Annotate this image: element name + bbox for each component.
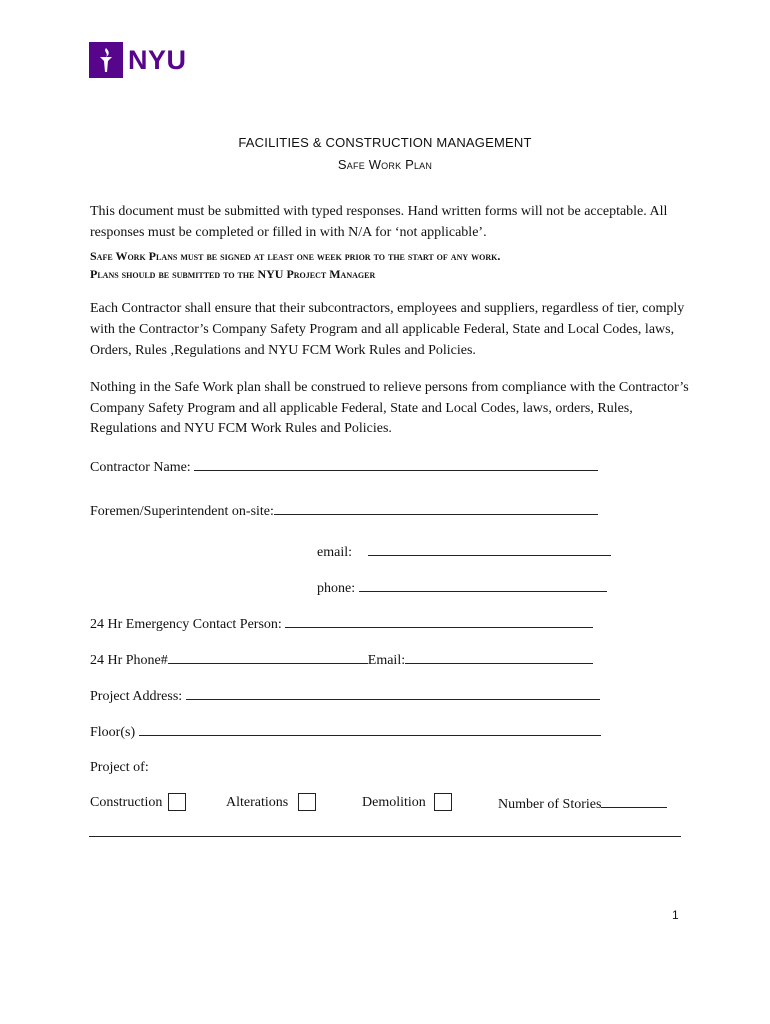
construction-label: Construction <box>90 795 163 810</box>
contractor-name-label: Contractor Name: <box>90 460 191 475</box>
emergency-contact-field <box>90 613 593 635</box>
phone-input[interactable] <box>359 577 607 592</box>
project-of-label: Project of: <box>90 760 149 775</box>
stories-field <box>498 793 667 815</box>
emergency-contact-label: 24 Hr Emergency Contact Person: <box>90 617 282 632</box>
nyu-logo <box>89 42 187 78</box>
stories-input[interactable] <box>601 793 667 808</box>
email-input[interactable] <box>368 541 611 556</box>
email-field <box>317 541 611 563</box>
disclaimer-paragraph: Nothing in the Safe Work plan shall be construed to relieve persons from compliance with the Contractor’s Company Safety Program and all applicable Federal, State and Local Codes, laws, orders, Rules, Regulations and NYU FCM Work Rules and Policies. <box>90 380 689 436</box>
email-label: email: <box>317 545 352 560</box>
notice-line-2: Plans should be submitted to the NYU Project Manager <box>90 267 376 281</box>
nyu-torch-icon <box>89 42 123 78</box>
section-divider <box>89 836 681 837</box>
foreman-field <box>90 500 598 522</box>
department-title: FACILITIES & CONSTRUCTION MANAGEMENT <box>238 135 532 150</box>
compliance-paragraph: Each Contractor shall ensure that their subcontractors, employees and suppliers, regardless of tier, comply with the Contractor’s Company Safety Program and all applicable Federal, State and Local Codes, laws, Orders, Rules ,Regulations and NYU FCM Work Rules and Policies. <box>90 301 685 358</box>
contractor-name-field <box>90 456 598 478</box>
phone24-input[interactable] <box>168 649 368 664</box>
foreman-label: Foremen/Superintendent on-site: <box>90 504 274 519</box>
email24-input[interactable] <box>405 649 593 664</box>
page-number: 1 <box>672 908 679 922</box>
floors-input[interactable] <box>139 721 601 736</box>
project-address-label: Project Address: <box>90 689 183 704</box>
notice-line-1: Safe Work Plans must be signed at least one week prior to the start of any work. <box>90 249 501 263</box>
stories-label: Number of Stories <box>498 797 602 812</box>
alterations-label: Alterations <box>226 795 289 810</box>
phone24-label: 24 Hr Phone# <box>90 653 168 668</box>
construction-option <box>90 793 186 813</box>
alterations-checkbox[interactable] <box>298 793 316 811</box>
phone-label: phone: <box>317 581 356 596</box>
demolition-option <box>362 793 452 813</box>
foreman-input[interactable] <box>274 500 598 515</box>
project-address-field <box>90 685 600 707</box>
alterations-option <box>226 793 316 813</box>
demolition-label: Demolition <box>362 795 426 810</box>
phone-field <box>317 577 607 599</box>
logo-wordmark: NYU <box>128 45 187 75</box>
floors-label: Floor(s) <box>90 725 136 740</box>
project-address-input[interactable] <box>186 685 600 700</box>
floors-field <box>90 721 601 743</box>
document-title: Safe Work Plan <box>337 157 433 172</box>
phone24-field <box>90 649 593 671</box>
emergency-contact-input[interactable] <box>285 613 593 628</box>
email24-label: Email: <box>367 653 406 668</box>
intro-paragraph: This document must be submitted with typed responses. Hand written forms will not be acceptable. All responses must be completed or filled in with N/A for ‘not applicable’. <box>90 204 668 240</box>
contractor-name-input[interactable] <box>194 456 598 471</box>
demolition-checkbox[interactable] <box>434 793 452 811</box>
construction-checkbox[interactable] <box>168 793 186 811</box>
